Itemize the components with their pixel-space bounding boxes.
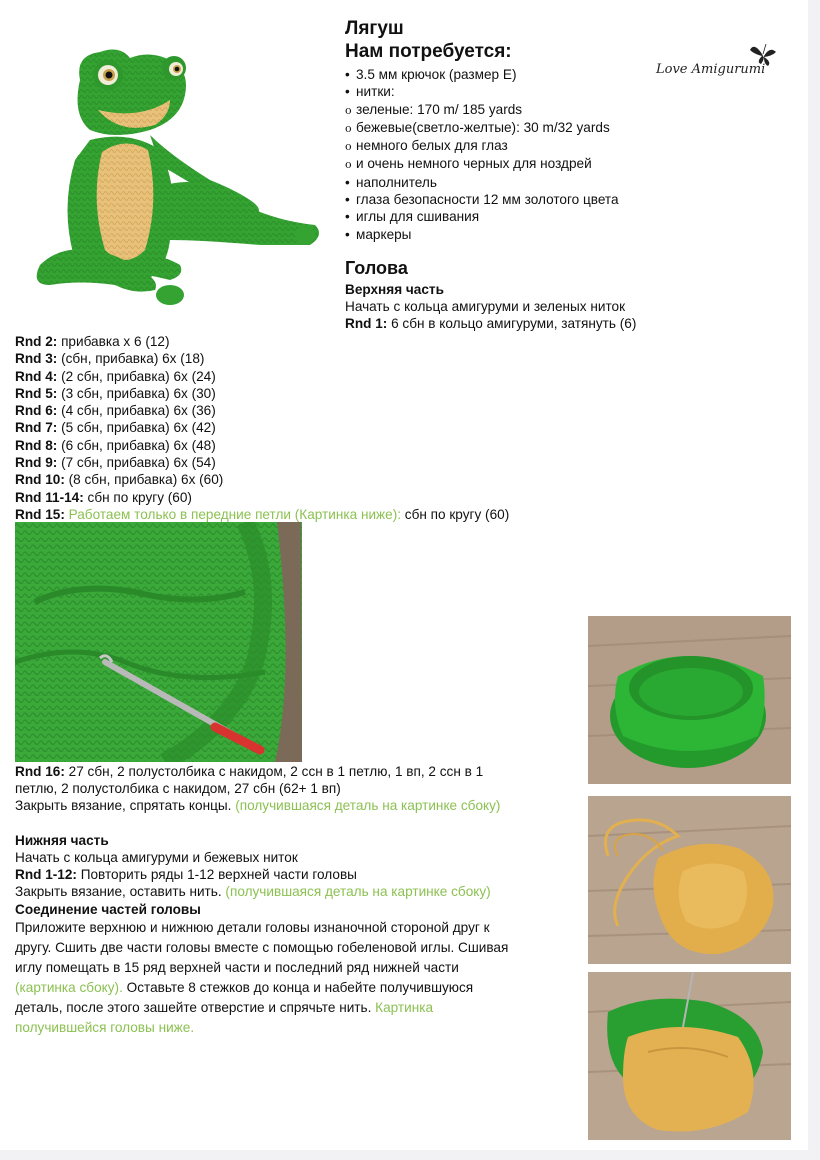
round-row: Rnd 7: (5 сбн, прибавка) 6х (42)	[15, 420, 216, 436]
bottom-part-photo	[588, 796, 791, 964]
materials-heading: Нам потребуется:	[345, 41, 512, 62]
list-item: • 3.5 мм крючок (размер E)	[345, 67, 517, 82]
round-16-close: Закрыть вязание, спрятать концы. (получившаяся деталь на картинке сбоку)	[15, 798, 501, 813]
head-heading: Голова	[345, 258, 408, 278]
list-item: o бежевые(светло-желтые): 30 m/32 yards	[345, 119, 610, 135]
list-item: o и очень немного черных для ноздрей	[345, 156, 592, 172]
round-1: Rnd 1: 6 сбн в кольцо амигуруми, затянуть (6)	[345, 316, 637, 331]
bottom-part-heading: Нижняя часть	[15, 833, 109, 848]
front-loops-photo	[15, 522, 302, 762]
top-part-photo	[588, 616, 791, 784]
round-16-line2: петлю, 2 полустолбика с накидом, 27 сбн (62+ 1 вп)	[15, 781, 341, 796]
join-line: иглу помещать в 15 ряд верхней части и последний ряд нижней части	[15, 960, 459, 975]
join-paragraph	[15, 918, 508, 1038]
round-row: Rnd 6: (4 сбн, прибавка) 6х (36)	[15, 403, 216, 419]
materials-list	[345, 66, 619, 243]
join-line: получившейся головы ниже.	[15, 1020, 195, 1035]
round-row: Rnd 3: (сбн, прибавка) 6х (18)	[15, 351, 205, 367]
frog-photo	[20, 40, 330, 315]
round-row: Rnd 8: (6 сбн, прибавка) 6х (48)	[15, 437, 216, 453]
round-16-line1: Rnd 16: 27 сбн, 2 полустолбика с накидом, 2 ссн в 1 петлю, 1 вп, 2 ссн в 1	[15, 764, 484, 779]
list-item: • иглы для сшивания	[345, 209, 480, 225]
round-row: Rnd 11-14: сбн по кругу (60)	[15, 489, 192, 505]
list-item: • нитки:	[345, 84, 395, 100]
round-row: Rnd 4: (2 сбн, прибавка) 6х (24)	[15, 368, 216, 384]
round-15: Rnd 15: Работаем только в передние петли (Картинка ниже): сбн по кругу (60)	[15, 506, 510, 522]
list-item: o немного белых для глаз	[345, 138, 508, 154]
round-row: Rnd 9: (7 сбн, прибавка) 6х (54)	[15, 455, 216, 471]
bottom-part-start: Начать с кольца амигуруми и бежевых ниток	[15, 850, 298, 865]
top-part-heading: Верхняя часть	[345, 282, 444, 297]
round-row: Rnd 10: (8 сбн, прибавка) 6х (60)	[15, 472, 224, 488]
join-line: деталь, после этого зашейте отверстие и спрячьте нить. Картинка	[15, 1000, 434, 1015]
join-line: Приложите верхнюю и нижнюю детали головы изнаночной стороной друг к	[15, 920, 490, 935]
list-item: • наполнитель	[345, 174, 437, 190]
list-item: o зеленые: 170 m/ 185 yards	[345, 101, 523, 117]
list-item: • глаза безопасности 12 мм золотого цвета	[345, 192, 619, 208]
logo-text: Love Amigurumi	[656, 62, 766, 77]
rounds-list	[15, 333, 509, 523]
bottom-part-rounds: Rnd 1-12: Повторить ряды 1-12 верхней части головы	[15, 867, 357, 882]
round-row: Rnd 2: прибавка х 6 (12)	[15, 334, 170, 349]
join-heading: Соединение частей головы	[15, 902, 201, 917]
bottom-part-close: Закрыть вязание, оставить нить. (получившаяся деталь на картинке сбоку)	[15, 884, 491, 899]
joined-head-photo	[588, 972, 791, 1140]
top-part-start: Начать с кольца амигуруми и зеленых ниток	[345, 299, 626, 314]
round-row: Rnd 5: (3 сбн, прибавка) 6х (30)	[15, 385, 216, 401]
list-item: • маркеры	[345, 226, 412, 242]
pattern-title: Лягуш	[345, 18, 404, 39]
brand-logo	[650, 40, 790, 85]
join-line: (картинка сбоку). Оставьте 8 стежков до конца и набейте получившуюся	[15, 980, 474, 995]
join-line: другу. Сшить две части головы вместе с помощью гобеленовой иглы. Сшивая	[15, 940, 509, 955]
